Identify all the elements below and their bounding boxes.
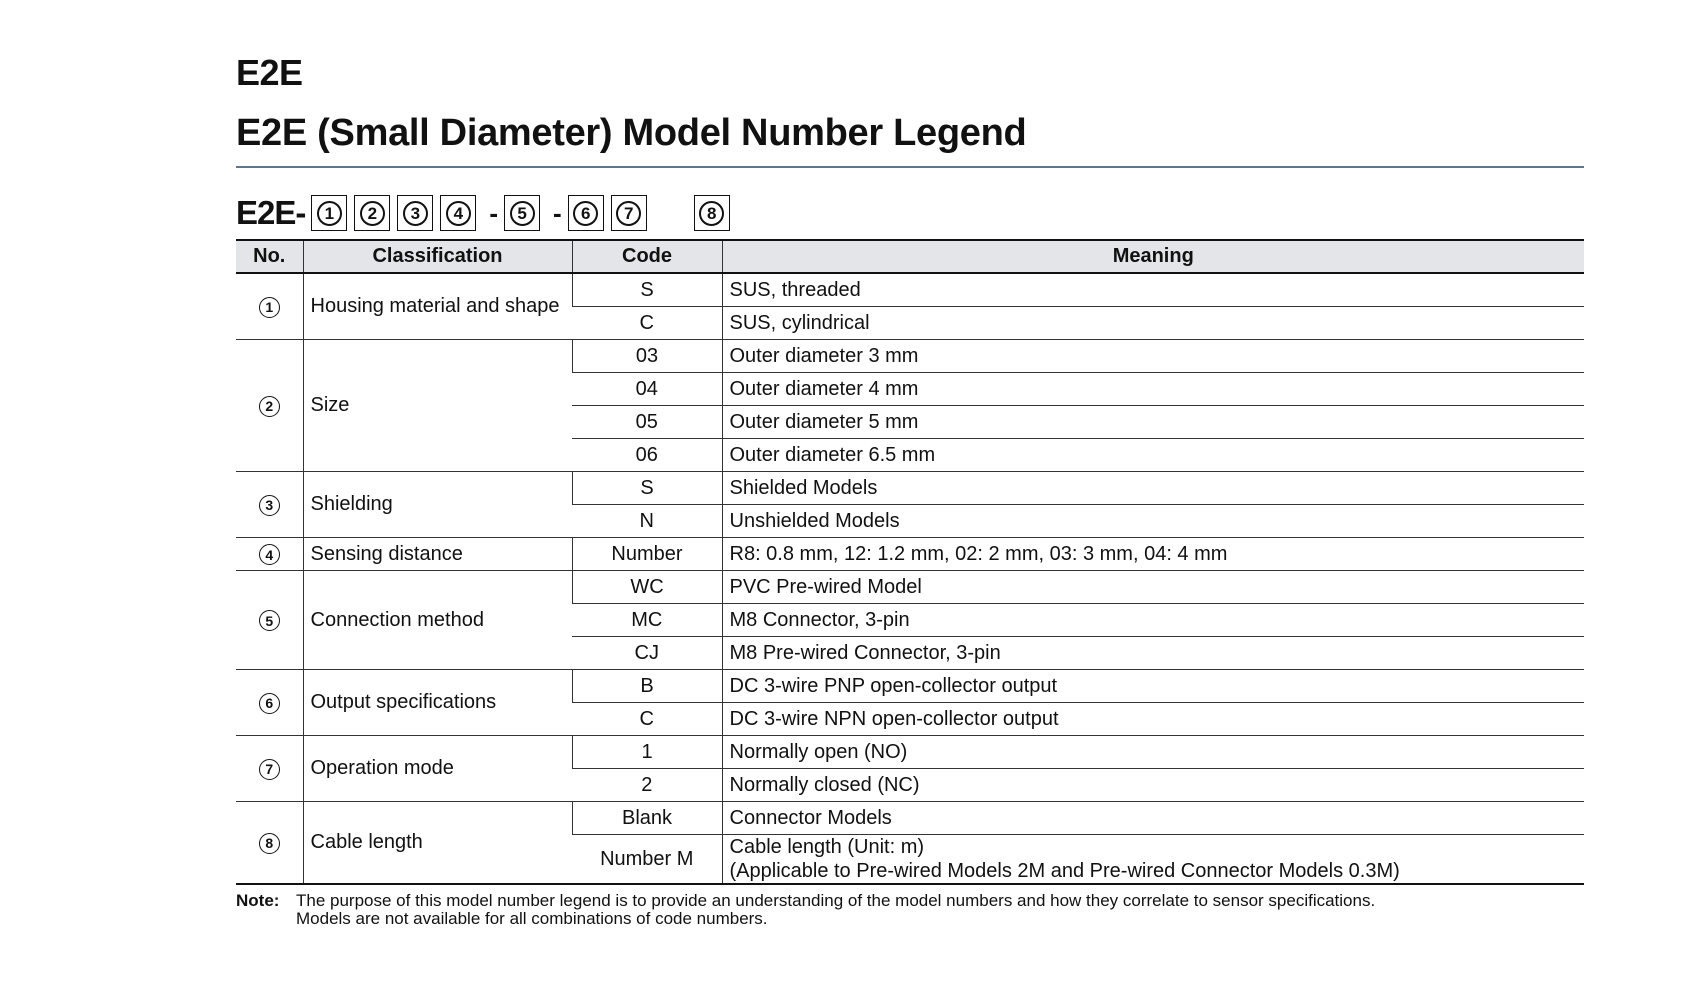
row-number-cell: [236, 472, 303, 538]
code-cell: S: [572, 472, 722, 505]
circled-number-5: 5: [259, 610, 280, 631]
column-header-meaning: Meaning: [722, 240, 1584, 273]
meaning-cell: PVC Pre-wired Model: [722, 571, 1584, 604]
meaning-cell: DC 3-wire PNP open-collector output: [722, 670, 1584, 703]
model-separator: -: [489, 197, 499, 228]
code-cell: Number M: [572, 835, 722, 885]
table-row: [236, 736, 1584, 769]
circled-number-4: 4: [259, 544, 280, 565]
title-divider: [236, 166, 1584, 168]
meaning-cell: [722, 835, 1584, 885]
position-box-6: [568, 195, 604, 231]
circled-number-4: 4: [446, 201, 471, 226]
classification-cell: Shielding: [303, 472, 572, 538]
position-box-8: [694, 195, 730, 231]
column-header-classification: Classification: [303, 240, 572, 273]
circled-number-1: 1: [317, 201, 342, 226]
circled-number-7: 7: [259, 759, 280, 780]
footnote: [236, 892, 1584, 928]
meaning-cell: Outer diameter 3 mm: [722, 340, 1584, 373]
row-number-cell: [236, 273, 303, 340]
model-number-pattern: [236, 193, 737, 233]
model-legend-table: [236, 239, 1584, 885]
note-line-2: Models are not available for all combinations of code numbers.: [296, 909, 768, 928]
meaning-cell: Outer diameter 6.5 mm: [722, 439, 1584, 472]
note-line-1: The purpose of this model number legend is to provide an understanding of the model numbers and how they correlate to sensor specifications.: [296, 891, 1376, 910]
row-number-cell: [236, 802, 303, 885]
code-cell: WC: [572, 571, 722, 604]
classification-cell: Connection method: [303, 571, 572, 670]
code-cell: 06: [572, 439, 722, 472]
table-row: [236, 472, 1584, 505]
circled-number-6: 6: [259, 693, 280, 714]
circled-number-3: 3: [403, 201, 428, 226]
row-number-cell: [236, 670, 303, 736]
classification-cell: Cable length: [303, 802, 572, 885]
position-box-5: [504, 195, 540, 231]
circled-number-1: 1: [259, 297, 280, 318]
column-header-code: Code: [572, 240, 722, 273]
meaning-cell: Unshielded Models: [722, 505, 1584, 538]
position-box-7: [611, 195, 647, 231]
row-number-cell: [236, 736, 303, 802]
table-row: [236, 538, 1584, 571]
row-number-cell: [236, 340, 303, 472]
position-box-4: [440, 195, 476, 231]
code-cell: Blank: [572, 802, 722, 835]
code-cell: S: [572, 273, 722, 307]
circled-number-8: 8: [259, 833, 280, 854]
circled-number-5: 5: [510, 201, 535, 226]
table-row: [236, 802, 1584, 835]
position-box-2: [354, 195, 390, 231]
meaning-cell: Outer diameter 5 mm: [722, 406, 1584, 439]
column-header-no: No.: [236, 240, 303, 273]
code-cell: B: [572, 670, 722, 703]
circled-number-8: 8: [699, 201, 724, 226]
meaning-cell: SUS, threaded: [722, 273, 1584, 307]
meaning-cell: M8 Pre-wired Connector, 3-pin: [722, 637, 1584, 670]
circled-number-7: 7: [616, 201, 641, 226]
table-row: [236, 670, 1584, 703]
row-number-cell: [236, 538, 303, 571]
meaning-cell: M8 Connector, 3-pin: [722, 604, 1584, 637]
circled-number-2: 2: [259, 396, 280, 417]
note-text: [296, 892, 1375, 928]
code-cell: 2: [572, 769, 722, 802]
position-box-1: [311, 195, 347, 231]
circled-number-3: 3: [259, 495, 280, 516]
note-label: Note:: [236, 891, 280, 910]
meaning-cell: Normally closed (NC): [722, 769, 1584, 802]
table-row: [236, 340, 1584, 373]
classification-cell: Operation mode: [303, 736, 572, 802]
circled-number-6: 6: [573, 201, 598, 226]
table-row: [236, 273, 1584, 307]
page-subtitle: E2E (Small Diameter) Model Number Legend: [236, 112, 1027, 154]
circled-number-2: 2: [360, 201, 385, 226]
meaning-cell: Normally open (NO): [722, 736, 1584, 769]
classification-cell: Housing material and shape: [303, 273, 572, 340]
model-separator: -: [553, 197, 562, 228]
code-cell: 05: [572, 406, 722, 439]
meaning-cell: SUS, cylindrical: [722, 307, 1584, 340]
model-prefix: E2E-: [236, 194, 306, 231]
code-cell: N: [572, 505, 722, 538]
code-cell: Number: [572, 538, 722, 571]
position-box-3: [397, 195, 433, 231]
meaning-cell: DC 3-wire NPN open-collector output: [722, 703, 1584, 736]
meaning-cell: Connector Models: [722, 802, 1584, 835]
code-cell: C: [572, 703, 722, 736]
code-cell: 1: [572, 736, 722, 769]
code-cell: 03: [572, 340, 722, 373]
classification-cell: Output specifications: [303, 670, 572, 736]
code-cell: CJ: [572, 637, 722, 670]
table-row: [236, 571, 1584, 604]
meaning-cell: Outer diameter 4 mm: [722, 373, 1584, 406]
table-header-row: [236, 240, 1584, 273]
classification-cell: Size: [303, 340, 572, 472]
classification-cell: Sensing distance: [303, 538, 572, 571]
meaning-cell: Shielded Models: [722, 472, 1584, 505]
meaning-cell: R8: 0.8 mm, 12: 1.2 mm, 02: 2 mm, 03: 3 mm, 04: 4 mm: [722, 538, 1584, 571]
meaning-line-1: Cable length (Unit: m): [729, 836, 925, 858]
page-title: E2E: [236, 52, 303, 93]
row-number-cell: [236, 571, 303, 670]
code-cell: C: [572, 307, 722, 340]
code-cell: 04: [572, 373, 722, 406]
code-cell: MC: [572, 604, 722, 637]
meaning-line-2: (Applicable to Pre-wired Models 2M and Pre-wired Connector Models 0.3M): [729, 860, 1400, 882]
